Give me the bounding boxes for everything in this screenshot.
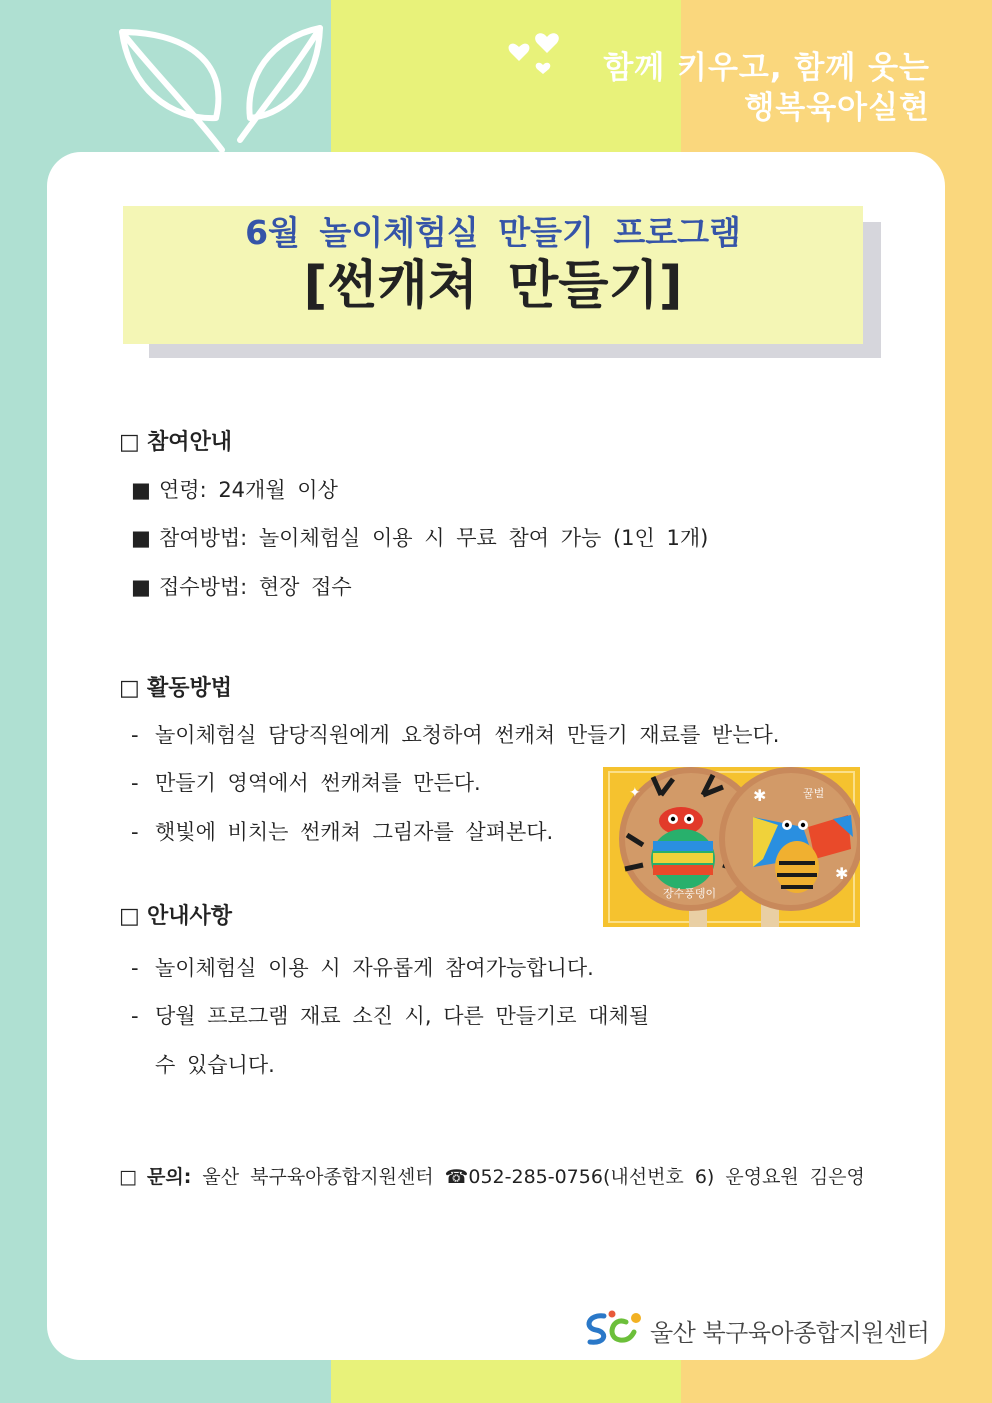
checkbox-icon: □	[119, 1166, 137, 1188]
participation-item: ■ 연령: 24개월 이상	[131, 478, 338, 502]
hearts-icon	[505, 25, 575, 75]
notice-item: - 놀이체험실 이용 시 자유롭게 참여가능합니다.	[131, 956, 594, 980]
contact-line	[119, 1162, 865, 1189]
logo-text: 울산 북구육아종합지원센터	[650, 1319, 930, 1347]
activity-item: - 놀이체험실 담당직원에게 요청하여 썬캐쳐 만들기 재료를 받는다.	[131, 723, 780, 747]
slogan	[603, 48, 930, 128]
activity-item: - 만들기 영역에서 썬캐쳐를 만든다.	[131, 771, 481, 795]
left-craft-label: 장수풍뎅이	[663, 887, 717, 900]
square-bullet-icon: ■	[131, 526, 151, 550]
checkbox-icon: □	[119, 676, 140, 701]
leaves-icon	[110, 18, 330, 158]
section-activity-heading: □ 활동방법	[119, 676, 233, 701]
contact-text: 울산 북구육아종합지원센터 ☎052-285-0756(내선번호 6) 운영요원 김은영	[202, 1166, 865, 1188]
slogan-line2: 행복육아실현	[744, 90, 930, 126]
participation-item: ■ 참여방법: 놀이체험실 이용 시 무료 참여 가능 (1인 1개)	[131, 526, 709, 550]
section-participation-heading: □ 참여안내	[119, 430, 233, 455]
section-notice-heading: □ 안내사항	[119, 904, 233, 929]
svg-text:✱: ✱	[753, 786, 767, 805]
svg-text:✦: ✦	[629, 785, 641, 801]
checkbox-icon: □	[119, 904, 140, 929]
logo-icon	[582, 1308, 646, 1350]
right-craft-label: 꿀벌	[803, 787, 825, 800]
checkbox-icon: □	[119, 430, 140, 455]
square-bullet-icon: ■	[131, 575, 151, 599]
participation-item: ■ 접수방법: 현장 접수	[131, 575, 352, 599]
slogan-line1: 함께 키우고, 함께 웃는	[603, 50, 930, 86]
svg-text:✱: ✱	[835, 864, 849, 883]
notice-item-continued: 수 있습니다.	[155, 1053, 275, 1077]
title-subtitle: 6월 놀이체험실 만들기 프로그램	[245, 213, 741, 252]
square-bullet-icon: ■	[131, 478, 151, 502]
activity-item: - 햇빛에 비치는 썬캐쳐 그림자를 살펴본다.	[131, 820, 554, 844]
contact-label: 문의:	[147, 1166, 192, 1188]
center-logo	[582, 1308, 930, 1350]
suncatcher-craft-image	[603, 767, 860, 927]
notice-item: - 당월 프로그램 재료 소진 시, 다른 만들기로 대체될	[131, 1004, 650, 1028]
title-box	[123, 206, 863, 344]
title-main: [썬캐쳐 만들기]	[303, 256, 683, 316]
